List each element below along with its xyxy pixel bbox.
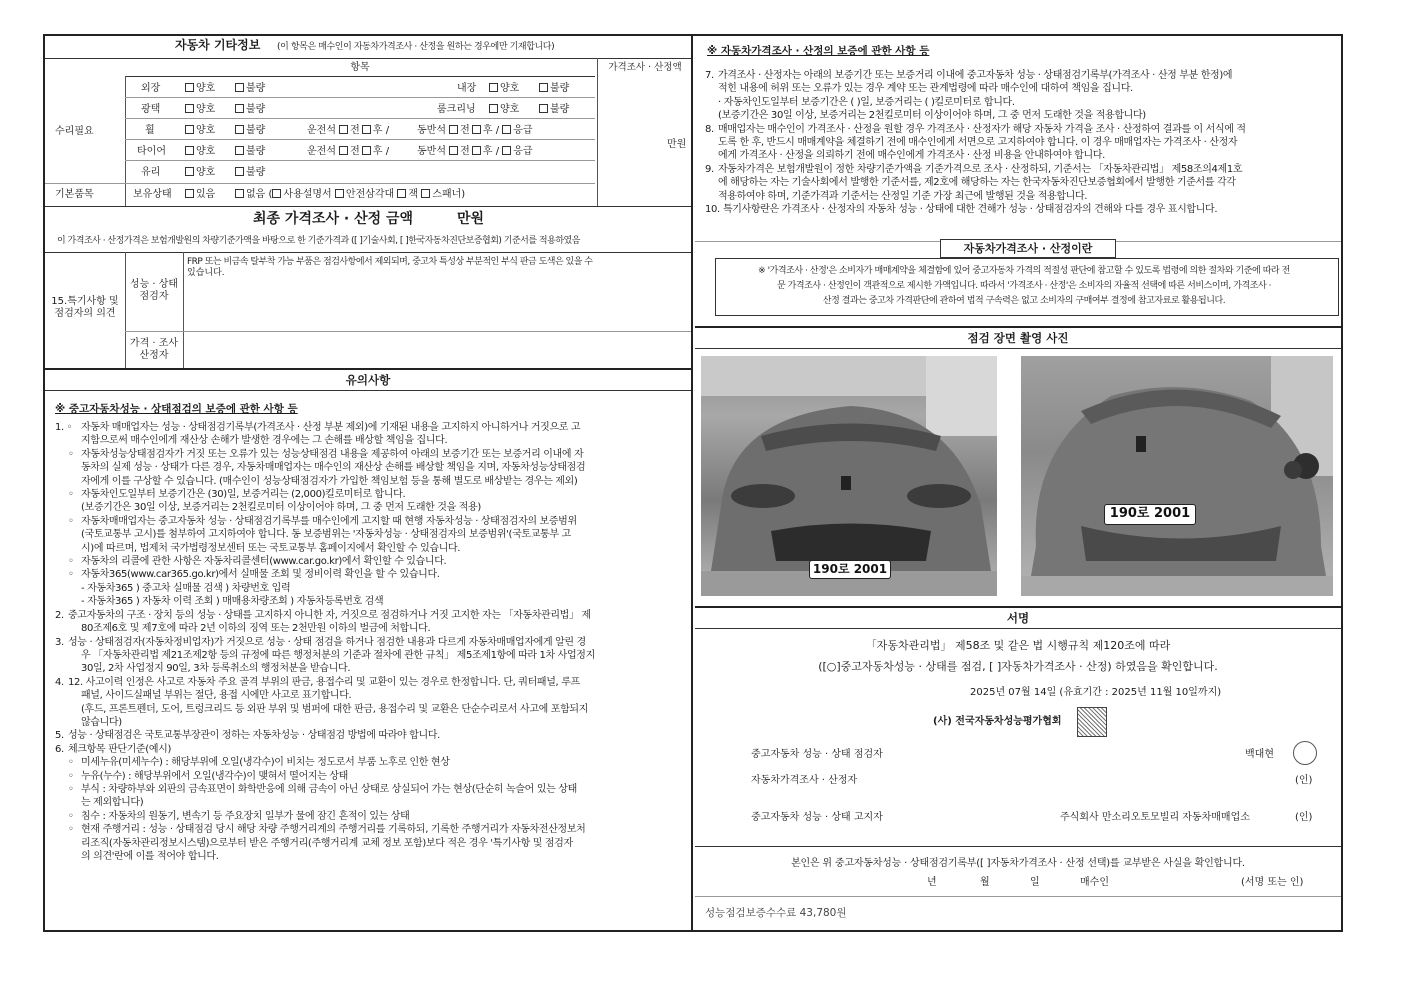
right-column bbox=[695, 36, 1341, 930]
col-price-header: 가격조사 · 산정액 bbox=[608, 62, 682, 73]
line-marker: 10. bbox=[705, 204, 720, 216]
line-text: (보증기간은 30일 이상, 보증거리는 2천킬로미터 이상이어야 하며, 그 중 먼저 도래한 것을 적용합니다) bbox=[718, 110, 1146, 122]
perf-text-1: FRP 또는 비금속 탈부착 가능 부품은 점검사항에서 제외되며, 중고차 특성상 부분적인 부식 판금 도색은 있을 수 bbox=[187, 257, 593, 267]
line-text: 30일, 2차 사업정지 90일, 3차 등록취소의 행정처분을 받습니다. bbox=[81, 663, 351, 675]
line-text: (보증기간은 30일 이상, 보증거리는 2천킬로미터 이상이어야 하며, 그 중 먼저 도래한 것을 적용) bbox=[81, 502, 481, 514]
text-line bbox=[55, 823, 685, 836]
price-explain-lines bbox=[719, 264, 1329, 309]
text-line bbox=[705, 190, 1335, 203]
line-text: 현재 주행거리 : 성능 · 상태점검 당시 해당 차량 주행거리계의 주행거리를 기록하되, 기록한 주행거리가 자동차전산정보처 bbox=[81, 824, 586, 836]
line-text: 시)에 따르며, 법제처 국가법령정보센터 또는 국토교통부 홈페이지에서 확인할 수 있습니다. bbox=[81, 542, 461, 554]
line-text: 자동차성능상태점검자가 거짓 또는 오류가 있는 성능상태점검 내용을 제공하여 아래의 보증기간 또는 보증거리 이내에 자 bbox=[81, 448, 584, 460]
text-line bbox=[55, 783, 685, 796]
line-text: 적힌 내용에 허위 또는 오류가 있는 경우 계약 또는 관계법령에 따라 매수인에 대하여 책임을 집니다. bbox=[718, 83, 1133, 95]
line-text: - 자동차365 ) 중고차 실매물 검색 ) 차량번호 입력 bbox=[81, 582, 291, 594]
own-yes-checkbox[interactable] bbox=[185, 189, 194, 198]
inspector-name: 백대현 bbox=[1245, 749, 1274, 760]
interior-bad-checkbox[interactable] bbox=[539, 83, 548, 92]
tire-bad-checkbox[interactable] bbox=[235, 146, 244, 155]
price-unit: 만원 bbox=[667, 139, 687, 150]
sign-month: 월 bbox=[980, 877, 990, 888]
exterior-bad-checkbox[interactable] bbox=[235, 83, 244, 92]
line-text: (후드, 프론트펜더, 도어, 트렁크리드 등 외판 부위 및 범퍼에 대한 판금, 용접수리 및 교환은 단순수리로서 사고에 포함되지 bbox=[81, 703, 589, 715]
line-text: 자동차가격은 보험개발원이 정한 차량기준가액을 기준가격으로 조사 · 산정하되, 기준서는 「자동차관리법」 제58조의4제1호 bbox=[718, 163, 1243, 175]
line-marker: 6. bbox=[55, 743, 64, 755]
text-line bbox=[55, 636, 685, 649]
line-text: 매매업자는 매수인이 가격조사 · 산정을 원할 경우 가격조사 · 산정자가 해당 자동차 가격을 조사 · 산정하여 결과를 이 서식에 적 bbox=[718, 123, 1246, 135]
line-text: 는 제외합니다) bbox=[81, 797, 144, 809]
price-box-title: 자동차가격조사 · 산정이란 bbox=[963, 242, 1093, 255]
org-qr-stamp bbox=[1077, 707, 1107, 737]
tire-good-checkbox[interactable] bbox=[185, 146, 194, 155]
line-text: 중고자동차의 구조 · 장치 등의 성능 · 상태를 고지하지 아니한 자, 거짓으로 점검하거나 거짓 고지한 자는 「자동차관리법」 제 bbox=[68, 609, 591, 621]
text-line bbox=[705, 123, 1335, 136]
text-line bbox=[55, 662, 685, 675]
text-line bbox=[55, 595, 685, 608]
line-text: 자동차365(www.car365.go.kr)에서 실매물 조회 및 정비이력 확인을 할 수 있습니다. bbox=[81, 569, 440, 581]
text-line bbox=[705, 82, 1335, 95]
text-line bbox=[55, 729, 685, 742]
sign-year: 년 bbox=[927, 877, 937, 888]
text-line bbox=[55, 568, 685, 581]
text-line bbox=[55, 475, 685, 488]
line-text: 않습니다) bbox=[81, 716, 122, 728]
buyer-label: 매수인 bbox=[1080, 877, 1109, 888]
own-no-checkbox[interactable] bbox=[235, 189, 244, 198]
photos-title: 점검 장면 촬영 사진 bbox=[967, 331, 1069, 345]
text-line bbox=[55, 837, 685, 850]
row-glass: 유리 bbox=[141, 167, 161, 178]
repair-label: 수리필요 bbox=[55, 126, 94, 137]
line-text: 의 의견'란에 이를 적어야 합니다. bbox=[81, 851, 219, 862]
line-text: 도록 한 후, 반드시 매매계약을 체결하기 전에 매수인에게 서면으로 고지하여야 합니다. 이 경우 매매업자는 가격조사 · 산정자 bbox=[718, 137, 1238, 149]
line-text: 지함으로써 매수인에게 재산상 손해가 발생한 경우에는 그 손해를 배상할 책임을 집니다. bbox=[81, 435, 448, 447]
text-line bbox=[55, 770, 685, 783]
notifier-seal: (인) bbox=[1295, 812, 1313, 823]
text-line bbox=[705, 109, 1335, 122]
notice-lines bbox=[55, 421, 685, 863]
etc-note: (이 항목은 매수인이 자동차가격조사 · 산정을 원하는 경우에만 기재합니다) bbox=[277, 42, 555, 52]
inspector-seal-icon bbox=[1293, 741, 1317, 765]
text-line bbox=[55, 810, 685, 823]
line-text: 미세누유(미세누수) : 해당부위에 오일(냉각수)이 비치는 정도로서 부품 노후로 인한 현상 bbox=[81, 757, 450, 769]
room-bad-checkbox[interactable] bbox=[539, 104, 548, 113]
text-line bbox=[55, 622, 685, 635]
line-text: 12. 사고이력 인정은 사고로 자동차 주요 골격 부위의 판금, 용접수리 및 교환이 있는 경우로 한정합니다. 단, 쿼터패널, 루프 bbox=[68, 676, 580, 688]
left-column: 자동차 기타정보 (이 항목은 매수인이 자동차가격조사 · 산정을 원하는 경우에만 기재합니다) 항목 가격조사 · 산정액 수리필요 기본품목 만원 외장 양호 불량 내장 양호 불량 광택 양호 불량 룸크리닝 양호 불량 휠 양호 불량 운전석 전 후 / 동반석 전 후 / 응급 타이어 양호 불량 운전석 전 후 / 동반석 전 후 / 응급 유리 양호 불량 보유상태 있음 없음 ( 사용설명서 안전삼각대 잭 스패너) 최종 가격조사 · 산정 금액 만원 이 가격조사 · 산정가격은 보험개발원의 차량기준가액을 바탕으로 한 기준가격과 ([ ]기술사회, [ ]한국자동차진단보증협회) 기준서를 적용하였음 15.특기사항 및 점검자의 의견 성능 · 상태 점검자 FRP 또는 비금속 탈부착 가능 부품은 점검사항에서 제외되며, 중고차 특성상 부분적인 부식 판금 도색은 있을 수 있습니다. 가격 · 조사 산정자 유의사항 ※ 중고자동차성능 · 상태점검의 보증에 관한 사항 등 1. ◦ 자동차 매매업자는 성능 · 상태점검기록부(가격조사 · 산정 부분 제외)에 기재된 내용을 고지하지 아니하거나 거짓으로 고 지함으로써 매수인에게 재산상 손해가 발생한 경우에는 그 손해를 배상할 책임을 집니다. ◦ 자동차성능상태점검자가 거짓 또는 오류가 있는 성능상태점검 내용을 제공하여 아래의 보증기간 또는 보증거리 이내에 자 동차의 실제 성능 · 상태가 다른 경우, 자동차매매업자는 매수인의 재산상 손해를 배상할 책임을 지며, 자동차성능상태점검 자에게 이를 구상할 수 있습니다. (매수인이 성능상태점검자가 가입한 책임보험 등을 통해 별도로 배상받는 경우는 제외) ◦ 자동차인도일부터 보증기간은 (30)일, 보증거리는 (2,000)킬로미터로 합니다. (보증기간은 30일 이상, 보증거리는 2천킬로미터 이상이어야 하며, 그 중 먼저 도래한 것을 적용) ◦ 자동차매매업자는 중고자동차 성능 · 상태점검기록부를 매수인에게 고지할 때 현행 자동차성능 · 상태점검자의 보증범위 (국토교통부 고시)를 첨부하여 고지하여야 합니다. 동 보증범위는 '자동차성능 · 상태점검자의 보증범위'(국토교통부 고 시)에 따르며, 법제처 국가법령정보센터 또는 국토교통부 홈페이지에서 확인할 수 있습니다. ◦ 자동차의 리콜에 관한 사항은 자동차리콜센터(www.car.go.kr)에서 확인할 수 있습니다. ◦ 자동차365(www.car365.go.kr)에서 실매물 조회 및 정비이력 확인을 할 수 있습니다. - 자동차365 ) 중고차 실매물 검색 ) 차량번호 입력 - 자동차365 ) 자동차 이력 조회 ) 매매용차량조회 ) 자동차등록번호 검색 2. 중고자동차의 구조 · 장치 등의 성능 · 상태를 고지하지 아니한 자, 거짓으로 점검하거나 거짓 고지한 자는 「자동차관리법」 제 80조제6호 및 제7호에 따라 2년 이하의 징역 또는 2천만원 이하의 벌금에 처합니다. 3. 성능 · 상태점검자(자동차정비업자)가 거짓으로 성능 · 상태 점검을 하거나 점검한 내용과 다르게 자동차매매업자에게 알린 경 우 「자동차관리법 제21조제2항 등의 규정에 따른 행정처분의 기준과 절차에 관한 규칙」 제5조제1항에 따라 1차 사업정지 30일, 2차 사업정지 90일, 3차 등록취소의 행정처분을 받습니다. 4. 12. 사고이력 인정은 사고로 자동차 주요 골격 부위의 판금, 용접수리 및 교환이 있는 경우로 한정합니다. 단, 쿼터패널, 루프 패널, 사이드실패널 부위는 절단, 용접 시에만 사고로 표기합니다. (후드, 프론트펜더, 도어, 트렁크리드 등 외판 부위 및 범퍼에 대한 판금, 용접수리 및 교환은 단순수리로서 사고에 포함되지 않습니다) 5. 성능 · 상태점검은 국토교통부장관이 정하는 자동차성능 · 상태점검 방법에 따라야 합니다. 6. 체크항목 판단기준(예시) ◦ 미세누유(미세누수) : 해당부위에 오일(냉각수)이 비치는 정도로서 부품 노후로 인한 현상 ◦ 누유(누수) : 해당부위에서 오일(냉각수)이 맺혀서 떨어지는 상태 ◦ 부식 : 차량하부와 외판의 금속표면이 화학반응에 의해 금속이 아닌 상태로 상실되어 가는 현상(단순히 녹슬어 있는 상태 는 제외합니다) ◦ 침수 : 자동차의 원동기, 변속기 등 주요장치 일부가 물에 잠긴 흔적이 있는 상태 ◦ 현재 주행거리 : 성능 · 상태점검 당시 해당 차량 주행거리계의 주행거리를 기록하되, 기록한 주행거리가 자동차전산정보처 리조직(자동차관리정보시스템)으로부터 받은 주행거리(주행거리계 교체 정보 포함)보다 적은 경우 '특기사항 및 점검자 의 의견'란에 이를 적어야 합니다. bbox=[45, 36, 693, 930]
document-frame bbox=[43, 34, 1343, 932]
glass-bad-checkbox[interactable] bbox=[235, 167, 244, 176]
line-text: 80조제6호 및 제7호에 따라 2년 이하의 징역 또는 2천만원 이하의 벌금에 처합니다. bbox=[81, 623, 431, 635]
line-marker: 2. bbox=[55, 609, 64, 621]
notice-heading: ※ 중고자동차성능 · 상태점검의 보증에 관한 사항 등 bbox=[55, 403, 298, 415]
line-text: · 자동차인도일부터 보증기간은 ( )일, 보증거리는 ( )킬로미터로 합니다. bbox=[718, 96, 1015, 108]
line-marker: ◦ bbox=[68, 810, 74, 822]
text-line bbox=[55, 542, 685, 555]
line-text: 누유(누수) : 해당부위에서 오일(냉각수)이 맺혀서 떨어지는 상태 bbox=[81, 770, 348, 782]
text-line bbox=[55, 609, 685, 622]
wheel-driver: 운전석 전 후 / bbox=[307, 125, 390, 136]
text-line bbox=[55, 488, 685, 501]
row-wheel: 휠 bbox=[145, 125, 155, 136]
text-line bbox=[55, 528, 685, 541]
line-marker: ◦ bbox=[68, 556, 74, 568]
text-line bbox=[705, 149, 1335, 162]
line-text: 자동차의 리콜에 관한 사항은 자동차리콜센터(www.car.go.kr)에서 확인할 수 있습니다. bbox=[81, 556, 447, 568]
sign-date: 2025년 07월 14일 (유효기간 : 2025년 11월 10일까지) bbox=[970, 687, 1222, 698]
line-marker: ◦ bbox=[68, 824, 74, 836]
gloss-good-checkbox[interactable] bbox=[185, 104, 194, 113]
text-line bbox=[55, 716, 685, 729]
text-line bbox=[55, 434, 685, 447]
line-text: 에게 가격조사 · 산정을 의뢰하기 전에 매수인에게 가격조사 · 산정 비용을 안내하여야 합니다. bbox=[718, 150, 1105, 162]
line-text: 부식 : 차량하부와 외판의 금속표면이 화학반응에 의해 금속이 아닌 상태로 상실되어 가는 현상(단순히 녹슬어 있는 상태 bbox=[81, 783, 577, 795]
inspector-label: 중고자동차 성능 · 상태 점검자 bbox=[751, 749, 883, 760]
text-line bbox=[55, 461, 685, 474]
line-text: 특기사항란은 가격조사 · 산정자의 자동차 성능 · 상태에 대한 견해가 성능 · 상태점검자의 견해와 다를 경우 표시합니다. bbox=[723, 204, 1218, 216]
row-own: 보유상태 bbox=[133, 189, 172, 200]
line-marker: ◦ bbox=[68, 569, 74, 581]
row-gloss: 광택 bbox=[141, 104, 161, 115]
tire-driver: 운전석 전 후 / bbox=[307, 146, 390, 157]
text-line bbox=[55, 689, 685, 702]
exterior-good-checkbox[interactable] bbox=[185, 83, 194, 92]
text-line bbox=[55, 676, 685, 689]
special-label: 15.특기사항 및 점검자의 의견 bbox=[51, 296, 119, 319]
text-line bbox=[705, 203, 1335, 216]
rear-license-plate: 190로 2001 bbox=[1104, 504, 1196, 525]
row-interior: 내장 bbox=[457, 83, 477, 94]
perf-inspector-label: 성능 · 상태 점검자 bbox=[129, 279, 179, 302]
text-line bbox=[55, 448, 685, 461]
text-line bbox=[55, 501, 685, 514]
line-marker: ◦ bbox=[68, 489, 74, 501]
price-estimator-seal: (인) bbox=[1295, 775, 1313, 786]
text-line bbox=[705, 163, 1335, 176]
text-line bbox=[55, 582, 685, 595]
notice-title: 유의사항 bbox=[345, 373, 391, 387]
guarantee-heading: ※ 자동차가격조사 · 산정의 보증에 관한 사항 등 bbox=[707, 45, 930, 57]
sign-line-1: 「자동차관리법」 제58조 및 같은 법 시행규칙 제120조에 따라 bbox=[865, 639, 1171, 652]
text-line bbox=[55, 421, 685, 434]
line-marker: 8. bbox=[705, 123, 714, 135]
buyer-sig: (서명 또는 인) bbox=[1241, 877, 1304, 888]
line-marker: ◦ bbox=[68, 770, 74, 782]
row-room: 룸크리닝 bbox=[437, 104, 476, 115]
guarantee-lines bbox=[705, 69, 1335, 216]
perf-text-2: 있습니다. bbox=[187, 268, 225, 278]
box-line: 산정 결과는 중고차 가격판단에 관하여 법적 구속력은 없고 소비자의 구매여부 결정에 참고자료로 활용됩니다. bbox=[822, 296, 1226, 306]
text-line bbox=[705, 69, 1335, 82]
notifier-label: 중고자동차 성능 · 상태 고지자 bbox=[751, 812, 883, 823]
row-exterior: 외장 bbox=[141, 83, 161, 94]
basic-label: 기본품목 bbox=[55, 189, 94, 200]
line-text: 가격조사 · 산정자는 아래의 보증기간 또는 보증거리 이내에 중고자동차 성능 · 상태점검기록부(가격조사 · 산정 부분 한정)에 bbox=[718, 70, 1233, 81]
line-text: (국토교통부 고시)를 첨부하여 고지하여야 합니다. 동 보증범위는 '자동차성능 · 상태점검자의 보증범위'(국토교통부 고 bbox=[81, 529, 571, 541]
line-text: 체크항목 판단기준(예시) bbox=[68, 743, 172, 755]
sign-day: 일 bbox=[1030, 877, 1040, 888]
line-text: - 자동차365 ) 자동차 이력 조회 ) 매매용차량조회 ) 자동차등록번호 검색 bbox=[81, 596, 384, 608]
line-text: 자에게 이를 구상할 수 있습니다. (매수인이 성능상태점검자가 가입한 책임보험 등을 통해 별도로 배상받는 경우는 제외) bbox=[81, 475, 578, 487]
sign-title: 서명 bbox=[1006, 611, 1030, 625]
line-marker: 5. bbox=[55, 730, 64, 742]
line-text: 자동차매매업자는 중고자동차 성능 · 상태점검기록부를 매수인에게 고지할 때 현행 자동차성능 · 상태점검자의 보증범위 bbox=[81, 515, 577, 527]
final-price-unit: 만원 bbox=[457, 211, 485, 227]
text-line bbox=[55, 649, 685, 662]
line-marker: 4. bbox=[55, 676, 64, 688]
text-line bbox=[705, 96, 1335, 109]
line-text: 리조직(자동차관리정보시스템)으로부터 받은 주행거리(주행거리계 교체 정보 포함)보다 적은 경우 '특기사항 및 점검자 bbox=[81, 837, 573, 849]
line-marker: 9. bbox=[705, 163, 714, 175]
sign-org: (사) 전국자동차성능평가협회 bbox=[933, 716, 1062, 727]
text-line bbox=[705, 136, 1335, 149]
notifier-name: 주식회사 만소리오토모빌리 자동차매매업소 bbox=[1060, 812, 1250, 823]
row-tire: 타이어 bbox=[137, 146, 166, 157]
interior-good-checkbox[interactable] bbox=[489, 83, 498, 92]
text-line bbox=[55, 743, 685, 756]
sign-line-2: ([○]중고자동차성능 · 상태를 점검, [ ]자동차가격조사 · 산정) 하였음을 확인합니다. bbox=[818, 660, 1218, 673]
gloss-bad-checkbox[interactable] bbox=[235, 104, 244, 113]
line-text: 적용하여야 하며, 기준가격과 기준서는 산정일 기준 가장 최근에 발행된 것을 적용합니다. bbox=[718, 190, 1088, 202]
line-marker: ◦ bbox=[68, 757, 74, 769]
line-text: 침수 : 자동차의 원동기, 변속기 등 주요장치 일부가 물에 잠긴 흔적이 있는 상태 bbox=[81, 810, 410, 822]
text-line bbox=[55, 796, 685, 809]
inspection-fee: 성능점검보증수수료 43,780원 bbox=[705, 907, 847, 919]
text-line bbox=[55, 555, 685, 568]
price-estimator-label: 가격 · 조사 산정자 bbox=[129, 338, 179, 361]
tire-passenger: 동반석 전 후 / 응급 bbox=[417, 146, 533, 157]
text-line bbox=[55, 756, 685, 769]
wheel-bad-checkbox[interactable] bbox=[235, 125, 244, 134]
front-car-photo bbox=[701, 356, 997, 596]
line-text: 자동차 매매업자는 성능 · 상태점검기록부(가격조사 · 산정 부분 제외)에 기재된 내용을 고지하지 아니하거나 거짓으로 고 bbox=[81, 422, 581, 433]
line-text: 성능 · 상태점검은 국토교통부장관이 정하는 자동차성능 · 상태점검 방법에 따라야 합니다. bbox=[68, 730, 440, 742]
text-line bbox=[705, 176, 1335, 189]
col-item-header: 항목 bbox=[350, 62, 370, 73]
wheel-good-checkbox[interactable] bbox=[185, 125, 194, 134]
line-marker: 7. bbox=[705, 70, 714, 81]
glass-good-checkbox[interactable] bbox=[185, 167, 194, 176]
box-line: ※ '가격조사 · 산정'은 소비자가 매매계약을 체결함에 있어 중고자동차 가격의 적절성 판단에 참고할 수 있도록 법령에 의한 절차와 기준에 따라 전 bbox=[758, 266, 1290, 276]
wheel-passenger: 동반석 전 후 / 응급 bbox=[417, 125, 533, 136]
text-line bbox=[55, 703, 685, 716]
etc-title: 자동차 기타정보 bbox=[175, 38, 261, 52]
confirm-text: 본인은 위 중고자동차성능 · 상태점검기록부([ ]자동차가격조사 · 산정 선택)를 교부받은 사실을 확인합니다. bbox=[791, 858, 1245, 869]
line-marker: ◦ bbox=[68, 783, 74, 795]
line-marker: ◦ bbox=[68, 448, 74, 460]
room-good-checkbox[interactable] bbox=[489, 104, 498, 113]
text-line bbox=[55, 850, 685, 863]
line-text: 패널, 사이드실패널 부위는 절단, 용접 시에만 사고로 표기합니다. bbox=[81, 690, 352, 702]
line-text: 동차의 실제 성능 · 상태가 다른 경우, 자동차매매업자는 매수인의 재산상 손해를 배상할 책임을 지며, 자동차성능상태점검 bbox=[81, 462, 586, 474]
text-line bbox=[55, 515, 685, 528]
rear-car-photo bbox=[1021, 356, 1333, 596]
price-estimator-sign-label: 자동차가격조사 · 산정자 bbox=[751, 775, 858, 786]
box-line: 문 가격조사 · 산정인이 객관적으로 제시한 가액입니다. 따라서 '가격조사 · 산정'은 소비자의 자율적 선택에 따른 서비스이며, 가격조사 · bbox=[776, 281, 1272, 291]
line-marker: 1. ◦ bbox=[55, 422, 73, 433]
line-text: 에 해당하는 자는 기술사회에서 발행한 기준서를, 제2호에 해당하는 자는 한국자동차진단보증협회에서 발행한 기준서를 각각 bbox=[718, 177, 1236, 189]
line-marker: 3. bbox=[55, 636, 64, 648]
front-license-plate: 190로 2001 bbox=[809, 560, 891, 579]
price-basis: 이 가격조사 · 산정가격은 보험개발원의 차량기준가액을 바탕으로 한 기준가격과 ([ ]기술사회, [ ]한국자동차진단보증협회) 기준서를 적용하였음 bbox=[57, 236, 580, 246]
line-marker: ◦ bbox=[68, 515, 74, 527]
final-price-title: 최종 가격조사 · 산정 금액 bbox=[253, 211, 414, 227]
line-text: 우 「자동차관리법 제21조제2항 등의 규정에 따른 행정처분의 기준과 절차에 관한 규칙」 제5조제1항에 따라 1차 사업정지 bbox=[81, 649, 595, 661]
line-text: 자동차인도일부터 보증기간은 (30)일, 보증거리는 (2,000)킬로미터로 합니다. bbox=[81, 489, 406, 501]
line-text: 성능 · 상태점검자(자동차정비업자)가 거짓으로 성능 · 상태 점검을 하거나 점검한 내용과 다르게 자동차매매업자에게 알린 경 bbox=[68, 636, 586, 648]
